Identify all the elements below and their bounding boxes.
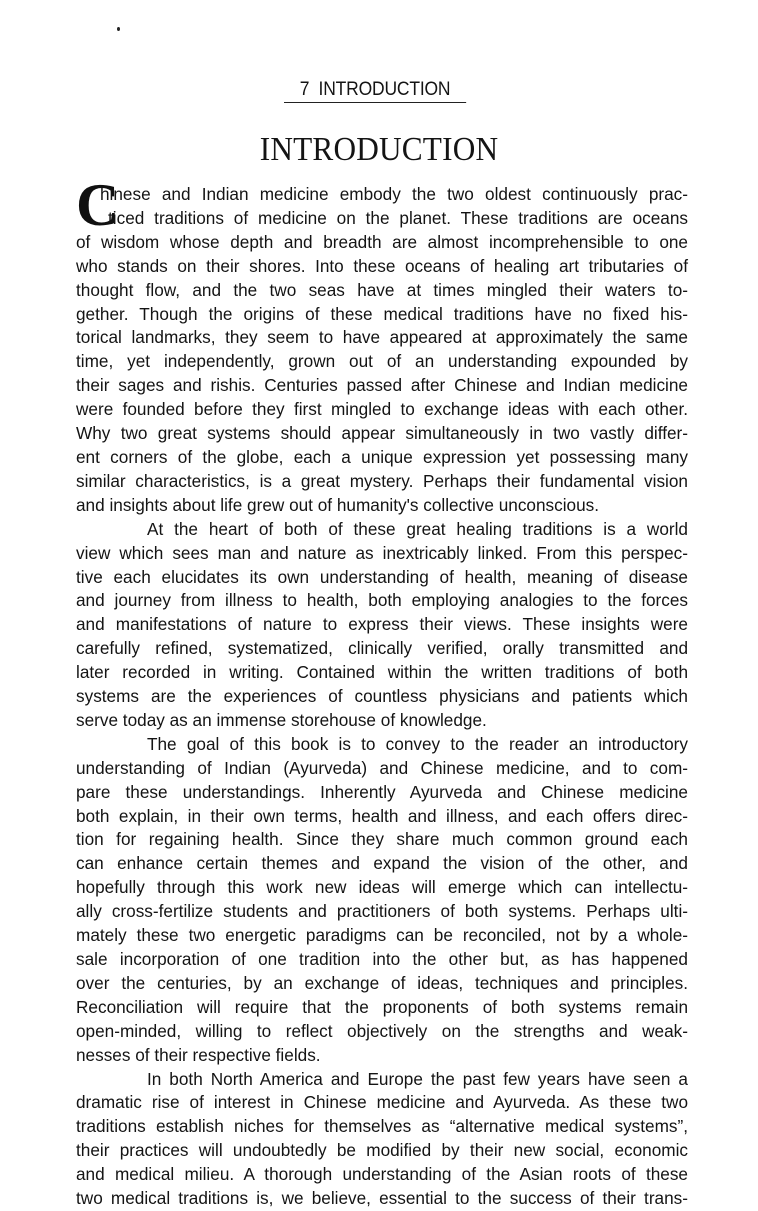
text-line: ent corners of the globe, each a unique expression yet possessing many bbox=[76, 446, 688, 467]
text-line: their practices will undoubtedly be modified by their new social, economic bbox=[76, 1140, 688, 1161]
drop-cap: C bbox=[76, 172, 120, 238]
text-line: and journey from illness to health, both employing analogies to the forces bbox=[76, 590, 688, 611]
paragraph bbox=[76, 183, 688, 518]
text-line: dramatic rise of interest in Chinese medicine and Ayurveda. As these two bbox=[76, 1092, 688, 1113]
text-line: time, yet independently, grown out of an understanding expounded by bbox=[76, 351, 688, 372]
body-text bbox=[76, 172, 688, 1211]
text-line: ally cross-fertilize students and practitioners of both systems. Perhaps ulti- bbox=[76, 901, 688, 922]
text-line: serve today as an immense storehouse of knowledge. bbox=[76, 709, 487, 730]
text-line: Reconciliation will require that the proponents of both systems remain bbox=[76, 996, 688, 1017]
text-line: two medical traditions is, we believe, essential to the success of their trans- bbox=[76, 1188, 688, 1209]
text-line: tive each elucidates its own understanding of health, meaning of disease bbox=[76, 566, 688, 587]
text-line: understanding of Indian (Ayurveda) and Chinese medicine, and to com- bbox=[76, 757, 688, 778]
page-number: 7 bbox=[299, 79, 310, 100]
text-line: view which sees man and nature as inextricably linked. From this perspec- bbox=[76, 542, 688, 563]
text-line: traditions establish niches for themselves as “alternative medical systems”, bbox=[76, 1116, 688, 1137]
text-line: nesses of their respective fields. bbox=[76, 1044, 321, 1065]
text-line: their sages and rishis. Centuries passed after Chinese and Indian medicine bbox=[76, 375, 688, 396]
running-head-title: INTRODUCTION bbox=[318, 79, 451, 100]
text-line: and manifestations of nature to express their views. These insights were bbox=[76, 614, 688, 635]
text-line: tion for regaining health. Since they share much common ground each bbox=[76, 829, 688, 850]
text-line: pare these understandings. Inherently Ayurveda and Chinese medicine bbox=[76, 781, 688, 802]
text-line: At the heart of both of these great healing traditions is a world bbox=[147, 518, 688, 539]
text-line: similar characteristics, is a great mystery. Perhaps their fundamental vision bbox=[76, 470, 688, 491]
text-line: gether. Though the origins of these medical traditions have no fixed his- bbox=[76, 303, 688, 324]
text-line: torical landmarks, they seem to have appeared at approximately the same bbox=[76, 327, 688, 348]
text-line: carefully refined, systematized, clinically verified, orally transmitted and bbox=[76, 638, 688, 659]
text-line: both explain, in their own terms, health and illness, and each offers direc- bbox=[76, 805, 688, 826]
running-head bbox=[284, 79, 466, 103]
text-line: Why two great systems should appear simultaneously in two vastly differ- bbox=[76, 423, 688, 444]
text-line: hinese and Indian medicine embody the two oldest continuously prac- bbox=[100, 184, 688, 204]
paragraphs bbox=[76, 183, 688, 1211]
text-line: In both North America and Europe the past few years have seen a bbox=[147, 1068, 688, 1089]
text-line: open-minded, willing to reflect objectively on the strengths and weak- bbox=[76, 1020, 688, 1041]
text-line: who stands on their shores. Into these oceans of healing art tributaries of bbox=[76, 255, 688, 276]
text-line: mately these two energetic paradigms can be reconciled, not by a whole- bbox=[76, 925, 688, 946]
text-line: ticed traditions of medicine on the planet. These traditions are oceans bbox=[108, 207, 688, 228]
text-line: hopefully through this work new ideas will emerge which can intellectu- bbox=[76, 877, 688, 898]
paragraph bbox=[76, 518, 688, 733]
text-line: can enhance certain themes and expand the vision of the other, and bbox=[76, 853, 688, 874]
paragraph bbox=[76, 733, 688, 1068]
text-line: later recorded in writing. Contained within the written traditions of both bbox=[76, 662, 688, 683]
text-line: The goal of this book is to convey to the reader an introductory bbox=[147, 733, 688, 754]
text-line: were founded before they first mingled to exchange ideas with each other. bbox=[76, 399, 688, 420]
text-line: sale incorporation of one tradition into the other but, as has happened bbox=[76, 949, 688, 969]
text-line: and insights about life grew out of humanity's collective unconscious. bbox=[76, 494, 600, 515]
text-line: of wisdom whose depth and breadth are almost incomprehensible to one bbox=[76, 231, 688, 252]
paragraph bbox=[76, 1068, 688, 1211]
text-line: and medical milieu. A thorough understanding of the Asian roots of these bbox=[76, 1164, 688, 1185]
text-line: over the centuries, by an exchange of ideas, techniques and principles. bbox=[76, 972, 688, 993]
text-line: systems are the experiences of countless physicians and patients which bbox=[76, 686, 688, 707]
text-line: thought flow, and the two seas have at times mingled their waters to- bbox=[76, 279, 688, 300]
chapter-title: INTRODUCTION bbox=[259, 131, 499, 168]
scan-speck bbox=[117, 27, 120, 31]
